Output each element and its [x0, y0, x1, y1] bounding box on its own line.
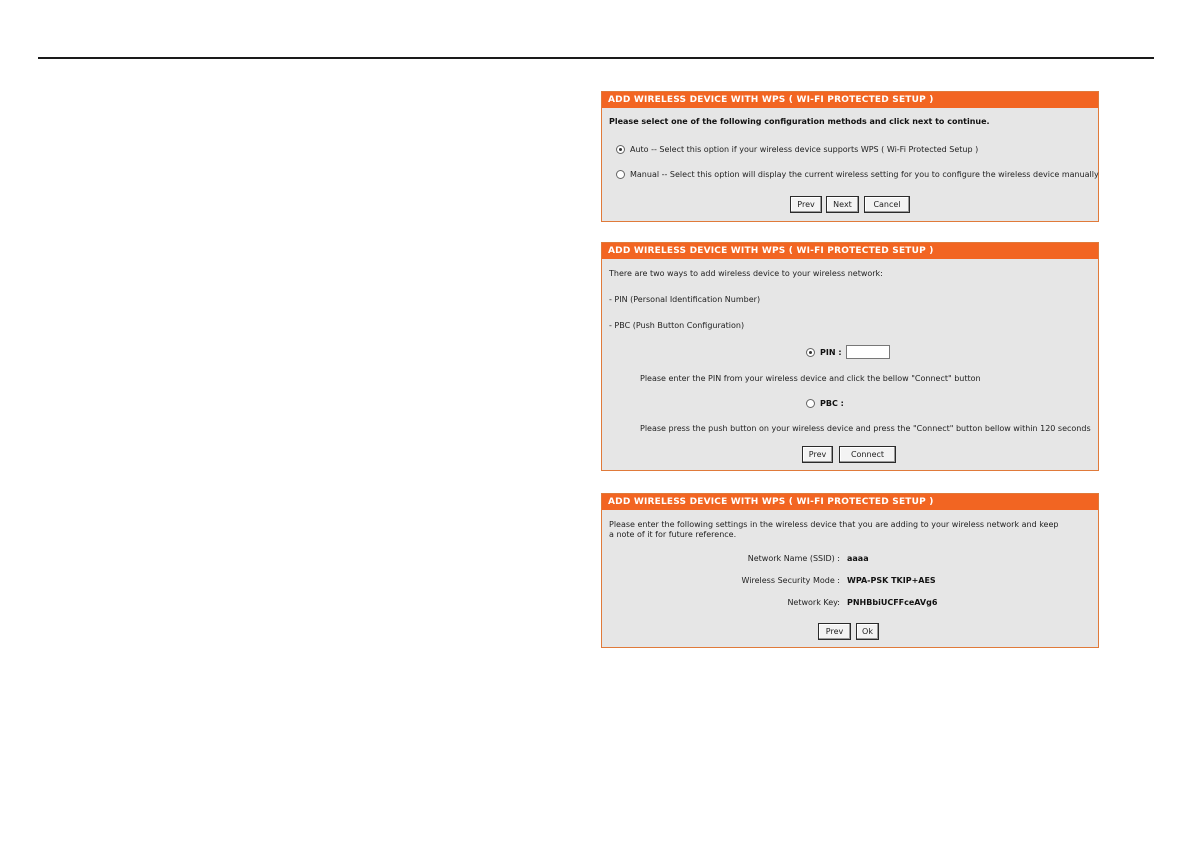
security-mode-label: Wireless Security Mode :: [741, 576, 840, 585]
page-top-rule: [38, 57, 1154, 59]
network-key-value: PNHBbiUCFFceAVg6: [847, 598, 938, 607]
instruction-text: Please select one of the following configuration methods and click next to continue.: [609, 117, 990, 126]
connect-button[interactable]: Connect: [839, 446, 896, 463]
network-key-label: Network Key:: [787, 598, 840, 607]
pin-radio[interactable]: [806, 348, 815, 357]
ssid-label: Network Name (SSID) :: [747, 554, 840, 563]
panel-header: ADD WIRELESS DEVICE WITH WPS ( WI-FI PROTECTED SETUP ): [602, 92, 1098, 108]
prev-button[interactable]: Prev: [818, 623, 851, 640]
next-button[interactable]: Next: [826, 196, 859, 213]
wps-method-panel: [601, 91, 1099, 222]
pbc-help-text: Please press the push button on your wireless device and press the "Connect" button bellow within 120 seconds: [640, 424, 1091, 433]
wps-connect-panel: [601, 242, 1099, 471]
pin-method-text: - PIN (Personal Identification Number): [609, 295, 761, 304]
auto-option-label: Auto -- Select this option if your wireless device supports WPS ( Wi-Fi Protected Setup ): [630, 145, 979, 154]
intro-text: Please enter the following settings in the wireless device that you are adding to your wireless network and keep a note of it for future reference.: [609, 520, 1059, 539]
security-mode-value: WPA-PSK TKIP+AES: [847, 576, 936, 585]
prev-button[interactable]: Prev: [790, 196, 822, 213]
auto-radio[interactable]: [616, 145, 625, 154]
wps-settings-panel: [601, 493, 1099, 648]
pbc-radio[interactable]: [806, 399, 815, 408]
manual-radio[interactable]: [616, 170, 625, 179]
ok-button[interactable]: Ok: [856, 623, 879, 640]
pbc-label: PBC :: [820, 399, 844, 408]
pin-help-text: Please enter the PIN from your wireless device and click the bellow "Connect" button: [640, 374, 981, 383]
pin-label: PIN :: [820, 348, 842, 357]
panel-header: ADD WIRELESS DEVICE WITH WPS ( WI-FI PROTECTED SETUP ): [602, 494, 1098, 510]
pbc-method-text: - PBC (Push Button Configuration): [609, 321, 745, 330]
panel-header: ADD WIRELESS DEVICE WITH WPS ( WI-FI PROTECTED SETUP ): [602, 243, 1098, 259]
manual-option-label: Manual -- Select this option will display the current wireless setting for you to configure the wireless device manually: [630, 170, 1099, 179]
ssid-value: aaaa: [847, 554, 869, 563]
prev-button[interactable]: Prev: [802, 446, 833, 463]
pin-input[interactable]: [846, 345, 890, 359]
intro-text: There are two ways to add wireless device to your wireless network:: [609, 269, 883, 278]
cancel-button[interactable]: Cancel: [864, 196, 910, 213]
